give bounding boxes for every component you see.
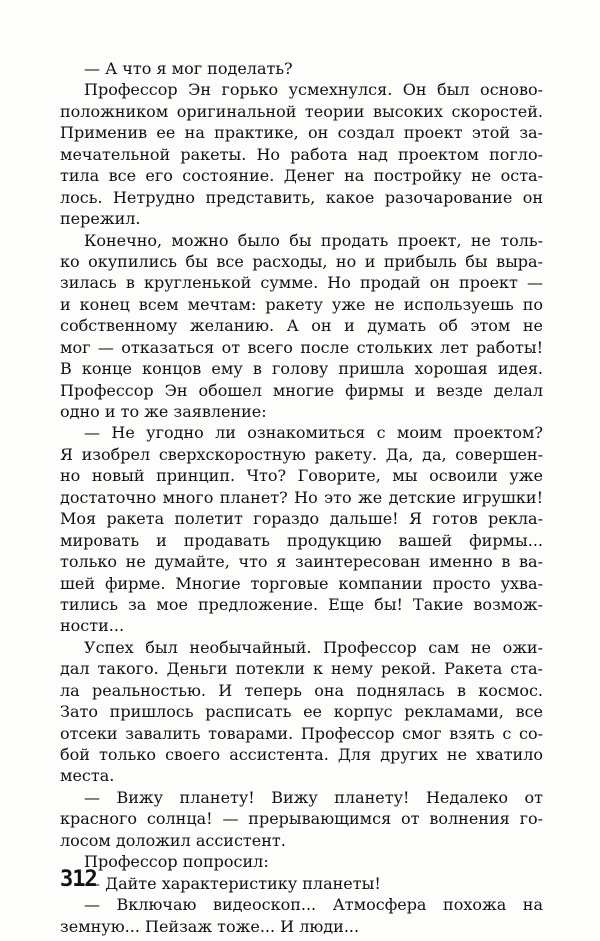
text-line: мог — отказаться от всего после стольких лет работы! [60, 337, 543, 357]
text-line: лось. Нетрудно представить, какое разочарование он [60, 187, 543, 207]
text-line: — Дайте характеристику планеты! [84, 873, 381, 893]
page-number: 312 [60, 867, 97, 892]
text-line: и конец всем мечтам: ракету уже не используешь по [60, 294, 543, 314]
text-line: Профессор попросил: [84, 852, 269, 872]
text-line: собственному желанию. А он и думать об этом не [60, 316, 543, 336]
text-line: ко окупились бы все расходы, но и прибыль бы выра- [60, 251, 543, 271]
text-line: земную... Пейзаж тоже... И люди... [60, 916, 360, 936]
text-line: красного солнца! — прерывающимся от волнения го- [60, 809, 543, 829]
text-line: ла реальностью. И теперь она поднялась в космос. [60, 680, 543, 700]
text-line: — А что я мог поделать? [84, 59, 293, 78]
text-line: Успех был необычайный. Профессор сам не ожи- [84, 637, 543, 657]
text-line: положником оригинальной теории высоких скоростей. [60, 101, 543, 121]
text-line: пережил. [60, 209, 141, 229]
text-line: Зато пришлось расписать ее корпус рекламами, все [60, 702, 543, 722]
text-line: лосом доложил ассистент. [60, 830, 286, 850]
text-line: Моя ракета полетит гораздо дальше! Я готов рекла- [60, 509, 543, 529]
text-line: но новый принцип. Что? Говорите, мы освоили уже [60, 466, 543, 486]
text-line: тила все его состояние. Денег на постройку не оста- [60, 166, 543, 186]
text-line: достаточно много планет? Но это же детские игрушки! [60, 487, 543, 507]
text-line: Применив ее на практике, он создал проект этой за- [60, 123, 543, 143]
body-text [60, 58, 543, 937]
text-line: мировать и продавать продукцию вашей фирмы... [60, 530, 543, 550]
text-line: Профессор Эн обошел многие фирмы и везде делал [60, 380, 543, 400]
text-line: мечательной ракеты. Но работа над проектом погло- [60, 144, 543, 164]
text-line: Профессор Эн горько усмехнулся. Он был осново- [84, 80, 543, 100]
text-line: — Не угодно ли ознакомиться с моим проектом? [84, 423, 543, 443]
text-line: одно и то же заявление: [60, 402, 267, 421]
text-line: только не думайте, что я заинтересован именно в ва- [60, 552, 543, 572]
text-line: отсеки завалить товарами. Профессор смог взять с со- [60, 723, 543, 743]
text-line: В конце концов ему в голову пришла хорошая идея. [60, 359, 543, 379]
text-line: дал такого. Деньги потекли к нему рекой. Ракета ста- [60, 659, 543, 679]
text-line: места. [60, 766, 115, 786]
text-line: бой только своего ассистента. Для других не хватило [60, 745, 543, 764]
text-line: шей фирме. Многие торговые компании просто ухва- [60, 573, 543, 593]
text-line: ности... [60, 616, 125, 636]
text-line: — Включаю видеоскоп... Атмосфера похожа на [84, 895, 543, 915]
text-line: тились за мое предложение. Еще бы! Такие возмож- [60, 594, 543, 614]
text-line: Конечно, можно было бы продать проект, не толь- [84, 230, 543, 250]
text-line: Я изобрел сверхскоростную ракету. Да, да, совершен- [60, 444, 543, 464]
text-line: зилась в кругленькой сумме. Но продай он проект — [60, 273, 543, 293]
text-line: — Вижу планету! Вижу планету! Недалеко от [84, 787, 543, 807]
